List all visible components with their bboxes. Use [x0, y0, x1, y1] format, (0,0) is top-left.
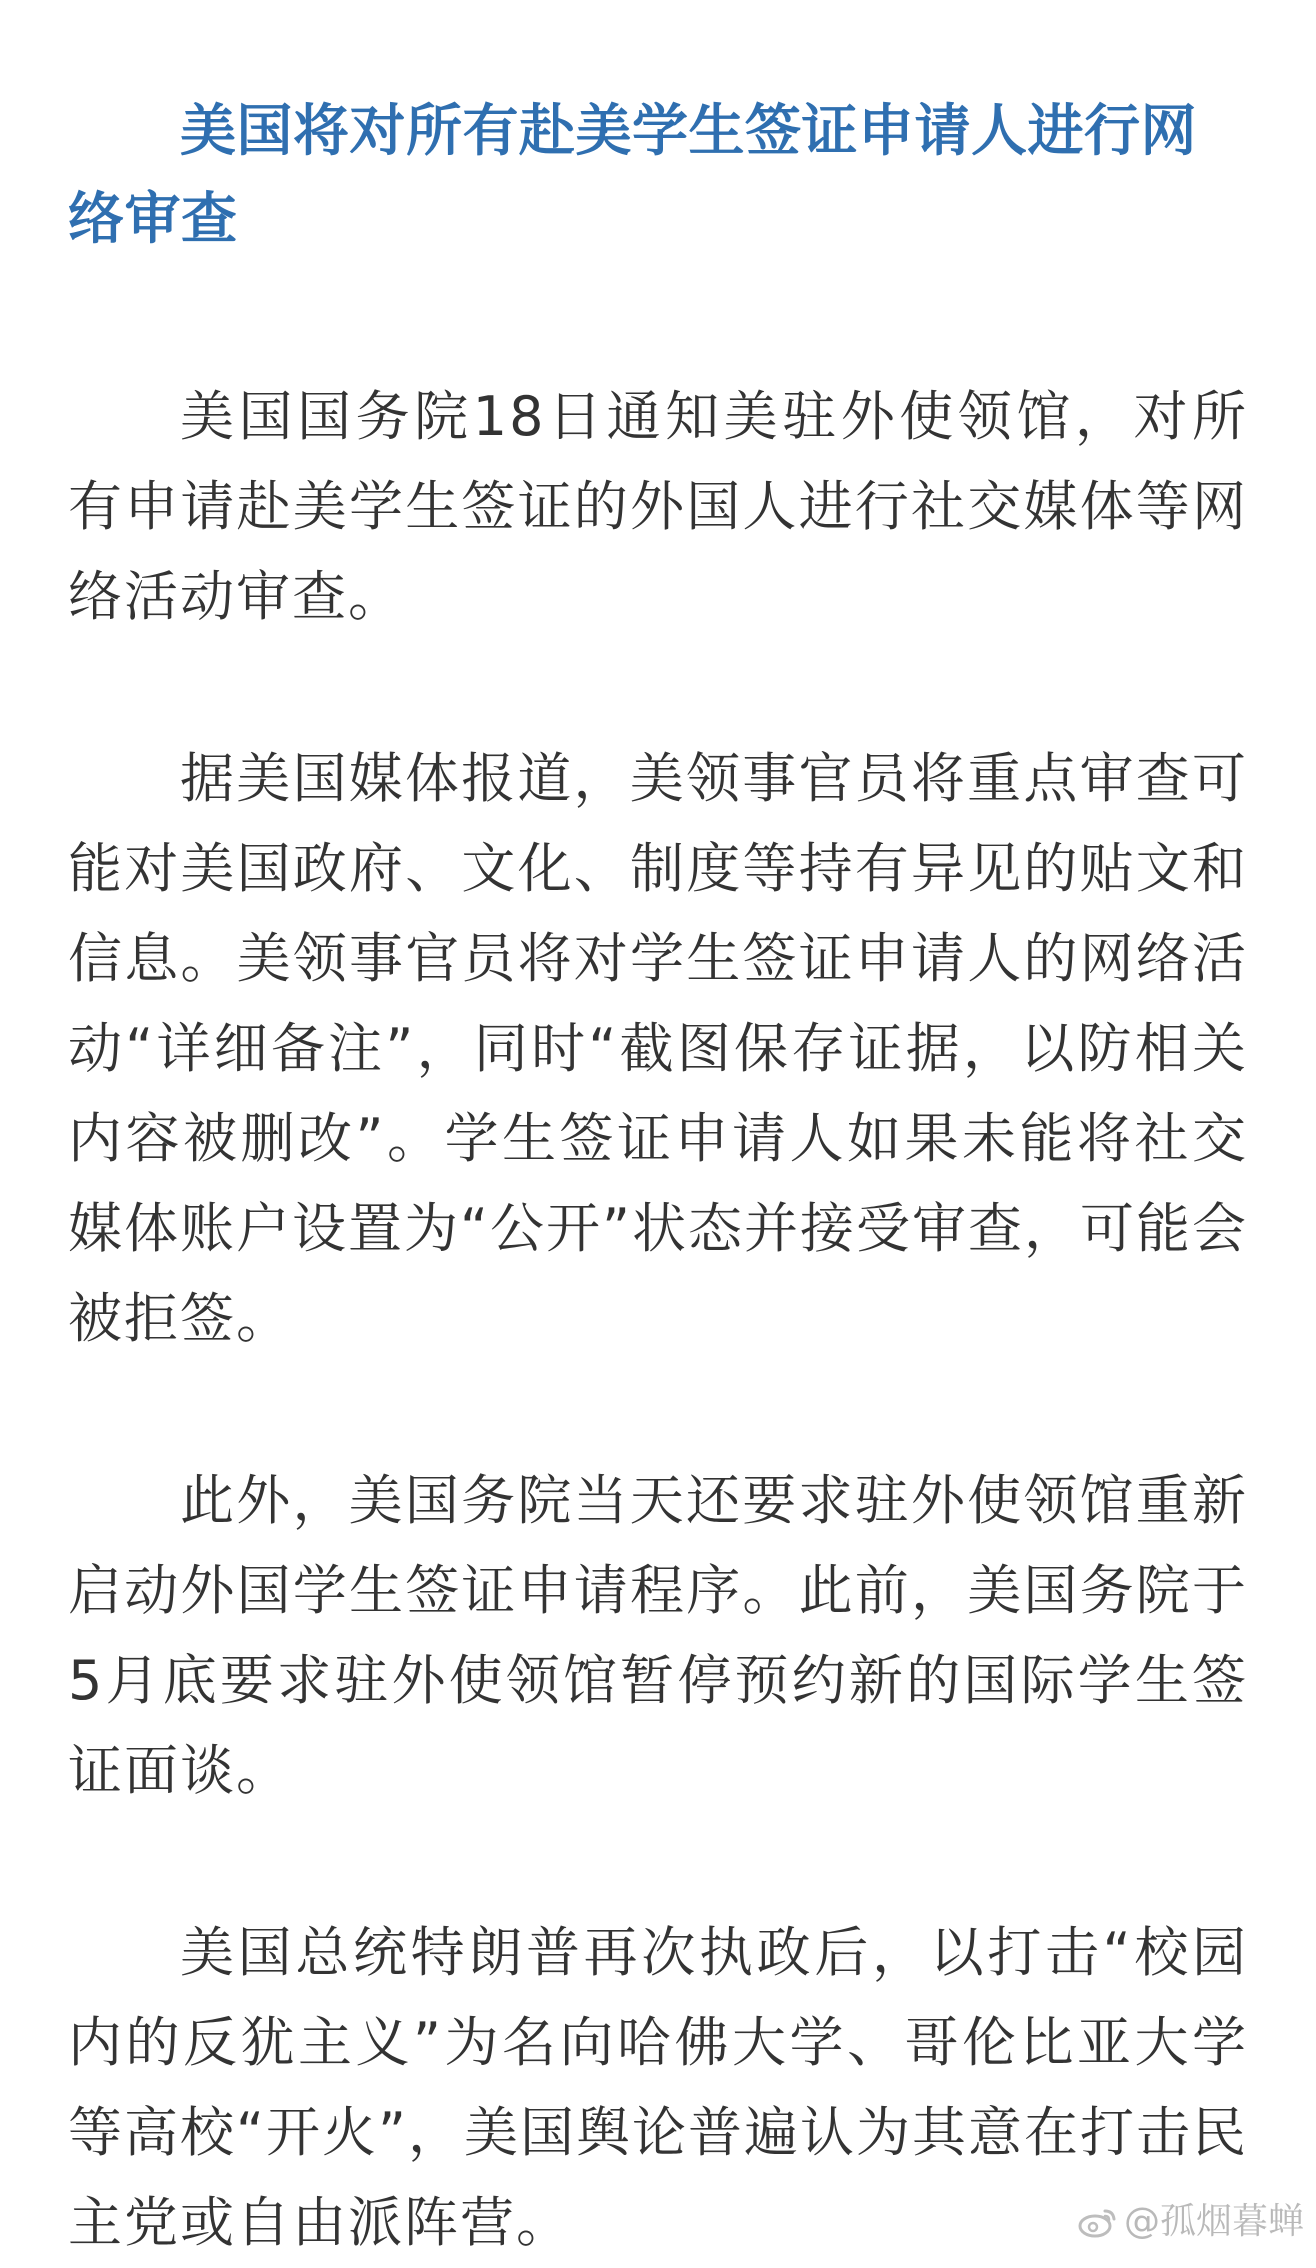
weibo-logo-icon: [1078, 2205, 1118, 2239]
article-paragraph-4: 美国总统特朗普再次执政后，以打击“校园内的反犹主义”为名向哈佛大学、哥伦比亚大学等高校“开火”，美国舆论普遍认为其意在打击民主党或自由派阵营。: [68, 1921, 1248, 2254]
article: [68, 0, 1248, 2268]
article-paragraph-2: 据美国媒体报道，美领事官员将重点审查可能对美国政府、文化、制度等持有异见的贴文和信息。美领事官员将对学生签证申请人的网络活动“详细备注”，同时“截图保存证据，以防相关内容被删改”。学生签证申请人如果未能将社交媒体账户设置为“公开”状态并接受审查，可能会被拒签。: [68, 747, 1248, 1350]
article-paragraph-3: 此外，美国务院当天还要求驻外使领馆重新启动外国学生签证申请程序。此前，美国务院于5月底要求驻外使领馆暂停预约新的国际学生签证面谈。: [68, 1469, 1248, 1802]
article-paragraph-1: 美国国务院18日通知美驻外使领馆，对所有申请赴美学生签证的外国人进行社交媒体等网络活动审查。: [68, 385, 1248, 628]
watermark-text: @孤烟暮蝉: [1123, 2201, 1304, 2242]
weibo-watermark: [1078, 2202, 1304, 2242]
article-headline: 美国将对所有赴美学生签证申请人进行网络审查: [68, 99, 1197, 252]
